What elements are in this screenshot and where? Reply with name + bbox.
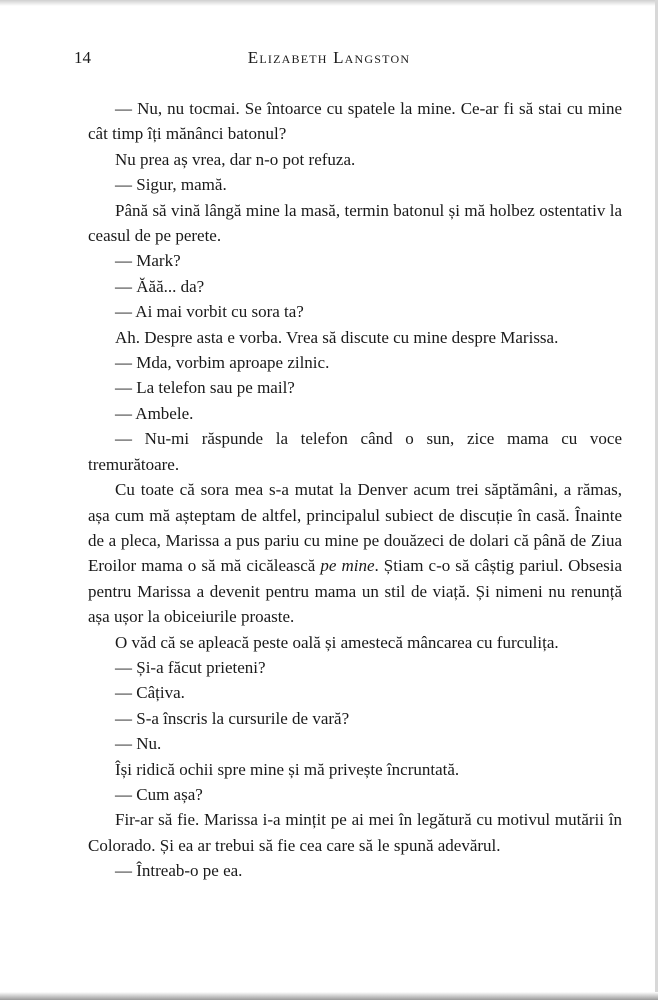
paragraph: — Câțiva. bbox=[115, 683, 185, 703]
paragraph: — Nu, nu tocmai. Se întoarce cu spatele la mine. Ce-ar fi să stai cu mine cât timp îți mănânci batonul? bbox=[88, 99, 622, 144]
paragraph-text: . Știam c-o să câștig pariul. Obsesia pentru Marissa a devenit pentru mama un stil de viață. Și nimeni nu renunță așa ușor la obiceiurile proaste. bbox=[88, 556, 623, 627]
body-text bbox=[88, 96, 622, 884]
paragraph: Își ridică ochii spre mine și mă privește încruntată. bbox=[115, 759, 460, 779]
paragraph: — La telefon sau pe mail? bbox=[115, 378, 295, 398]
paragraph: — Nu. bbox=[115, 734, 162, 754]
paragraph-long bbox=[88, 477, 622, 629]
paragraph: — Mda, vorbim aproape zilnic. bbox=[115, 353, 330, 373]
page-header bbox=[74, 48, 584, 74]
paragraph: O văd că se apleacă peste oală și amestecă mâncarea cu furculița. bbox=[115, 632, 559, 652]
scan-edge-bottom bbox=[0, 992, 658, 1000]
paragraph: — Nu-mi răspunde la telefon când o sun, zice mama cu voce tremurătoare. bbox=[88, 429, 622, 474]
running-title: Elizabeth Langston bbox=[247, 48, 411, 67]
paragraph: — Și-a făcut prieteni? bbox=[115, 657, 266, 677]
paragraph: Fir-ar să fie. Marissa i-a mințit pe ai mei în legătură cu motivul mutării în Colorado. Și ea ar trebui să fie cea care să le spună adevărul. bbox=[88, 810, 622, 855]
paragraph: — Sigur, mamă. bbox=[115, 175, 227, 195]
scan-edge-top bbox=[0, 0, 658, 6]
paragraph: Nu prea aș vrea, dar n-o pot refuza. bbox=[115, 149, 356, 169]
paragraph: Ah. Despre asta e vorba. Vrea să discute cu mine despre Marissa. bbox=[115, 327, 559, 347]
paragraph: — Întreab-o pe ea. bbox=[115, 861, 243, 881]
page-number: 14 bbox=[74, 48, 91, 67]
paragraph: — Ambele. bbox=[115, 403, 194, 423]
paragraph: — S-a înscris la cursurile de vară? bbox=[115, 708, 350, 728]
paragraph-text: Cu toate că sora mea s-a mutat la Denver acum trei săptămâni, a rămas, așa cum mă așteptam de altfel, principalul subiect de discuție în casă. Înainte de a pleca, Marissa a pus pariu cu mine pe douăzeci de dolari că până de Ziua Eroilor mama o să mă cicălească bbox=[88, 480, 622, 576]
emphasis-text: pe mine bbox=[320, 556, 375, 576]
paragraph: — Ai mai vorbit cu sora ta? bbox=[115, 302, 304, 322]
paragraph: — Mark? bbox=[115, 251, 181, 271]
paragraph: — Ăăă... da? bbox=[115, 276, 205, 296]
paragraph: Până să vină lângă mine la masă, termin batonul și mă holbez ostentativ la ceasul de pe perete. bbox=[88, 200, 622, 246]
paragraph: — Cum așa? bbox=[115, 784, 203, 804]
